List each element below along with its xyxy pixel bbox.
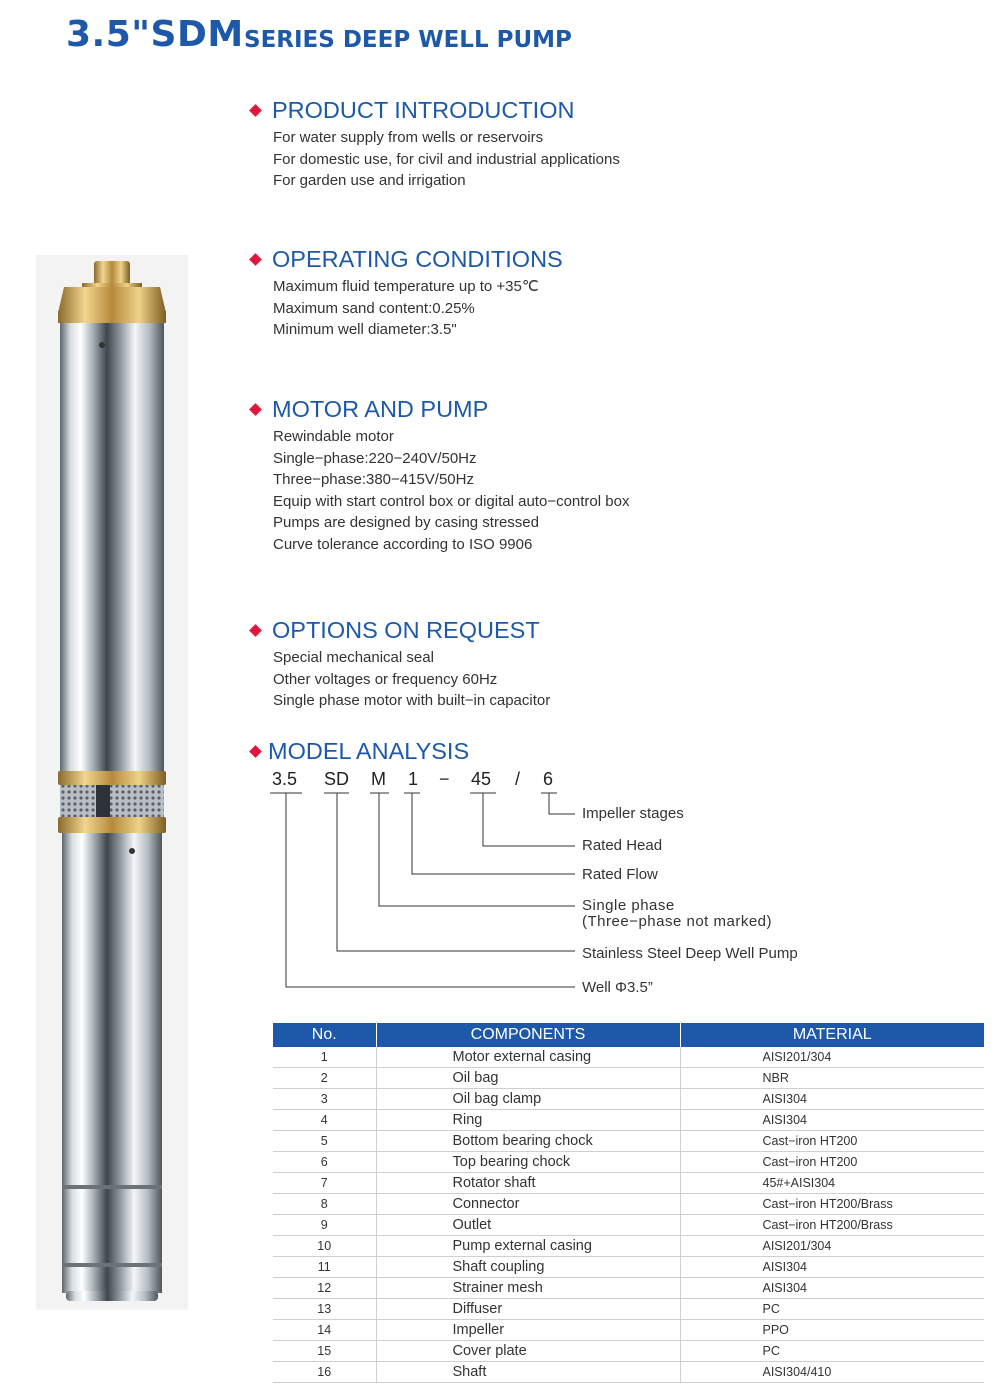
cell-component: Shaft coupling [376,1257,680,1278]
cell-material: AISI304 [680,1110,984,1131]
cell-material: PPO [680,1320,984,1341]
section-line: For domestic use, for civil and industrial applications [273,150,620,168]
label-well-diameter: Well Φ3.5” [582,979,653,996]
cell-no: 2 [273,1068,376,1089]
table-row [273,1110,984,1131]
section-options-on-request [248,615,550,712]
page-title-model: 3.5"SDM [66,14,244,55]
cell-no: 3 [273,1089,376,1110]
leader-well [286,793,575,987]
cell-no: 13 [273,1299,376,1320]
cell-no: 4 [273,1110,376,1131]
motor-external-casing [62,833,162,1293]
section-line: Equip with start control box or digital auto−control box [273,492,630,510]
cell-no: 1 [273,1047,376,1068]
cell-no: 9 [273,1215,376,1236]
diamond-icon [249,624,262,637]
section-line: Single−phase:220−240V/50Hz [273,449,477,467]
leader-pump-type [337,793,575,951]
label-pump-type: Stainless Steel Deep Well Pump [582,945,798,962]
header-components: COMPONENTS [376,1023,680,1047]
cell-material: AISI304 [680,1089,984,1110]
cell-no: 8 [273,1194,376,1215]
cell-material: PC [680,1341,984,1362]
table-row [273,1047,984,1068]
table-row [273,1173,984,1194]
cell-no: 14 [273,1320,376,1341]
table-header-row [273,1023,984,1047]
section-line: Other voltages or frequency 60Hz [273,670,498,688]
table-row [273,1341,984,1362]
cell-no: 12 [273,1278,376,1299]
cell-component: Oil bag clamp [376,1089,680,1110]
table-row [273,1089,984,1110]
cell-component: Top bearing chock [376,1152,680,1173]
cell-no: 5 [273,1131,376,1152]
section-line: Minimum well diameter:3.5" [273,321,457,338]
section-title: OPERATING CONDITIONS [272,245,563,272]
model-code-flow: 1 [408,769,419,789]
cell-component: Bottom bearing chock [376,1131,680,1152]
cell-material: AISI201/304 [680,1047,984,1068]
table-row [273,1362,984,1383]
section-line: For garden use and irrigation [273,172,466,189]
components-table [273,1023,984,1383]
cell-material: Cast−iron HT200/Brass [680,1215,984,1236]
model-code-slash: / [515,769,521,789]
table-row [273,1278,984,1299]
label-rated-head: Rated Head [582,837,663,854]
section-line: Rewindable motor [273,428,394,445]
model-code-phase: M [371,769,386,789]
cell-component: Rotator shaft [376,1173,680,1194]
table-row [273,1299,984,1320]
cell-component: Pump external casing [376,1236,680,1257]
section-title: MOTOR AND PUMP [272,395,489,422]
section-model-analysis [248,736,469,766]
cell-component: Outlet [376,1215,680,1236]
table-row [273,1131,984,1152]
section-title: PRODUCT INTRODUCTION [272,96,575,123]
section-line: Pumps are designed by casing stressed [273,514,539,531]
cell-material: NBR [680,1068,984,1089]
cell-component: Strainer mesh [376,1278,680,1299]
cell-component: Shaft [376,1362,680,1383]
section-motor-and-pump [248,394,629,555]
cell-no: 15 [273,1341,376,1362]
table-row [273,1257,984,1278]
cell-component: Motor external casing [376,1047,680,1068]
table-row [273,1152,984,1173]
cell-material: 45#+AISI304 [680,1173,984,1194]
cell-no: 10 [273,1236,376,1257]
diamond-icon [249,403,262,416]
header-material: MATERIAL [680,1023,984,1047]
cell-component: Diffuser [376,1299,680,1320]
pump-external-casing [60,323,164,773]
table-row [273,1320,984,1341]
page-title-series: SERIES DEEP WELL PUMP [244,27,572,53]
cell-material: Cast−iron HT200 [680,1152,984,1173]
label-rated-flow: Rated Flow [582,866,658,883]
cell-component: Impeller [376,1320,680,1341]
label-three-phase-note: (Three−phase not marked) [582,913,773,930]
cell-no: 16 [273,1362,376,1383]
leader-rated-flow [412,793,575,874]
cell-component: Connector [376,1194,680,1215]
section-line: Maximum sand content:0.25% [273,299,475,317]
table-row [273,1194,984,1215]
diamond-icon [249,104,262,117]
cell-material: AISI201/304 [680,1236,984,1257]
cell-material: PC [680,1299,984,1320]
section-line: Three−phase:380−415V/50Hz [273,471,474,488]
leader-rated-head [483,793,575,846]
section-line: Curve tolerance according to ISO 9906 [273,535,533,553]
section-line: Single phase motor with built−in capacitor [273,692,551,709]
cell-material: Cast−iron HT200/Brass [680,1194,984,1215]
cell-material: AISI304 [680,1278,984,1299]
diamond-icon [249,253,262,266]
leader-single-phase [379,793,575,906]
section-product-introduction [248,95,620,192]
cell-no: 7 [273,1173,376,1194]
cell-material: AISI304/410 [680,1362,984,1383]
model-code-head: 45 [471,769,492,789]
model-code-diameter: 3.5 [272,769,298,789]
label-impeller-stages: Impeller stages [582,805,684,822]
label-single-phase: Single phase [582,897,675,914]
diamond-icon [249,745,262,758]
cell-material: AISI304 [680,1257,984,1278]
model-code-stages: 6 [543,769,554,789]
table-row [273,1215,984,1236]
section-title: OPTIONS ON REQUEST [272,616,540,643]
table-row [273,1068,984,1089]
pump-top-bracket [58,287,166,313]
model-code-type: SD [324,769,350,789]
cell-component: Ring [376,1110,680,1131]
cell-material: Cast−iron HT200 [680,1131,984,1152]
section-line: For water supply from wells or reservoirs [273,129,544,146]
section-line: Maximum fluid temperature up to +35℃ [273,278,539,295]
cell-component: Oil bag [376,1068,680,1089]
leader-impeller-stages [549,793,575,814]
section-line: Special mechanical seal [273,649,434,666]
pump-illustration [36,255,188,1310]
cell-no: 11 [273,1257,376,1278]
strainer-mesh [60,785,164,817]
cell-component: Cover plate [376,1341,680,1362]
header-no: No. [273,1023,376,1047]
cell-no: 6 [273,1152,376,1173]
section-operating-conditions [248,244,563,341]
section-title: MODEL ANALYSIS [268,737,470,764]
model-code-dash: − [439,769,450,789]
table-row [273,1236,984,1257]
